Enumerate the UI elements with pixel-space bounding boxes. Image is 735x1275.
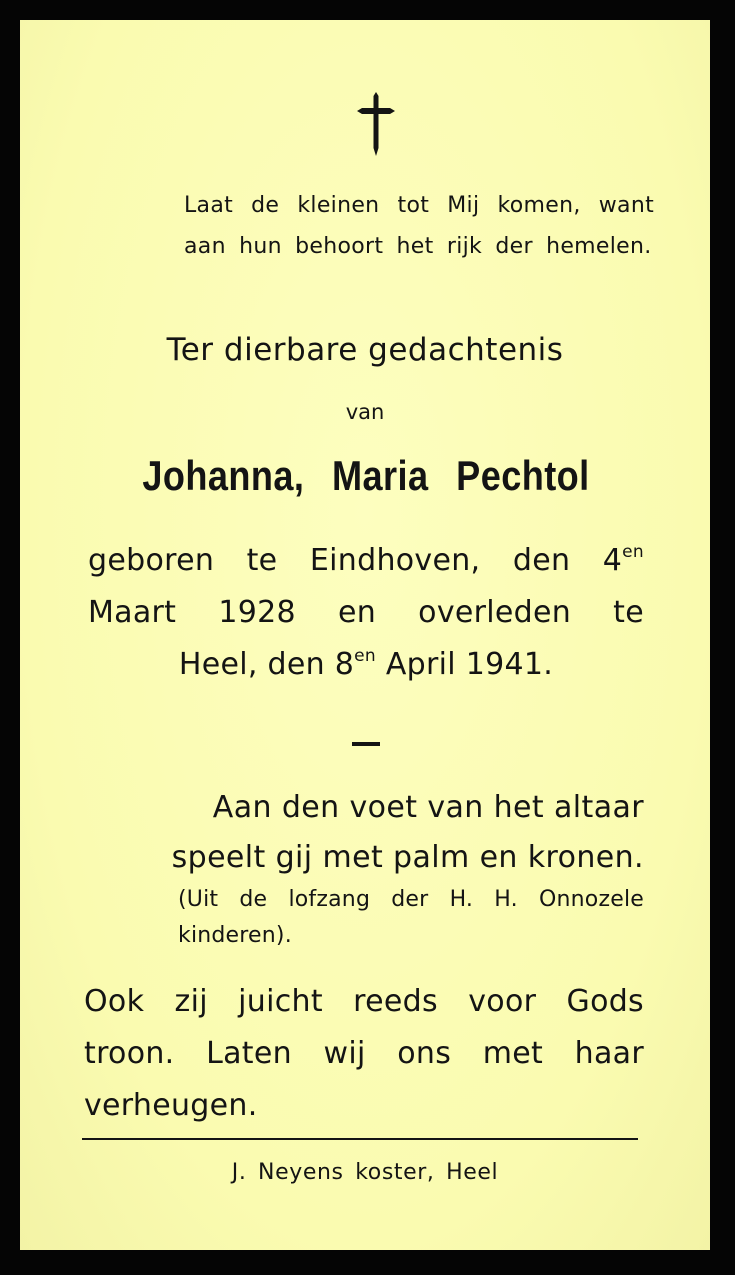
divider-rule <box>82 1138 638 1140</box>
birth-line: geboren te Eindhoven, den $4^{en}$ <box>88 542 644 578</box>
verse-line: speelt gij met palm en kronen. <box>171 840 644 875</box>
memorial-heading: Ter dierbare gedachtenis <box>166 332 564 368</box>
closing-line: verheugen. <box>84 1088 258 1123</box>
memorial-card <box>20 20 710 1250</box>
birth-death-details <box>88 535 644 691</box>
latin-cross-icon <box>354 90 398 158</box>
birth-date-line: Maart 1928 en overleden te <box>88 595 644 630</box>
separator-dash <box>352 742 380 746</box>
ordinal-suffix: en <box>354 646 377 666</box>
scripture-quote: Laat de kleinen tot Mij komen, want aan hun behoort het rijk der hemelen. <box>184 193 654 259</box>
ordinal-suffix: en <box>622 542 644 562</box>
deceased-name: Johanna, Maria Pechtol <box>142 452 590 499</box>
verse-source: (Uit de lofzang der H. H. Onnozele kinderen). <box>178 887 644 948</box>
hymn-verse <box>84 783 644 883</box>
closing-text <box>84 976 644 1132</box>
closing-line: Ook zij juicht reeds voor Gods <box>84 984 644 1019</box>
death-line: Heel, den $8^{en}$ April 1941. <box>178 646 554 682</box>
verse-line: Aan den voet van het altaar <box>212 790 644 825</box>
closing-line: troon. Laten wij ons met haar <box>84 1036 644 1071</box>
of-label: van <box>345 400 385 424</box>
printer-credit: J. Neyens koster, Heel <box>231 1160 499 1185</box>
